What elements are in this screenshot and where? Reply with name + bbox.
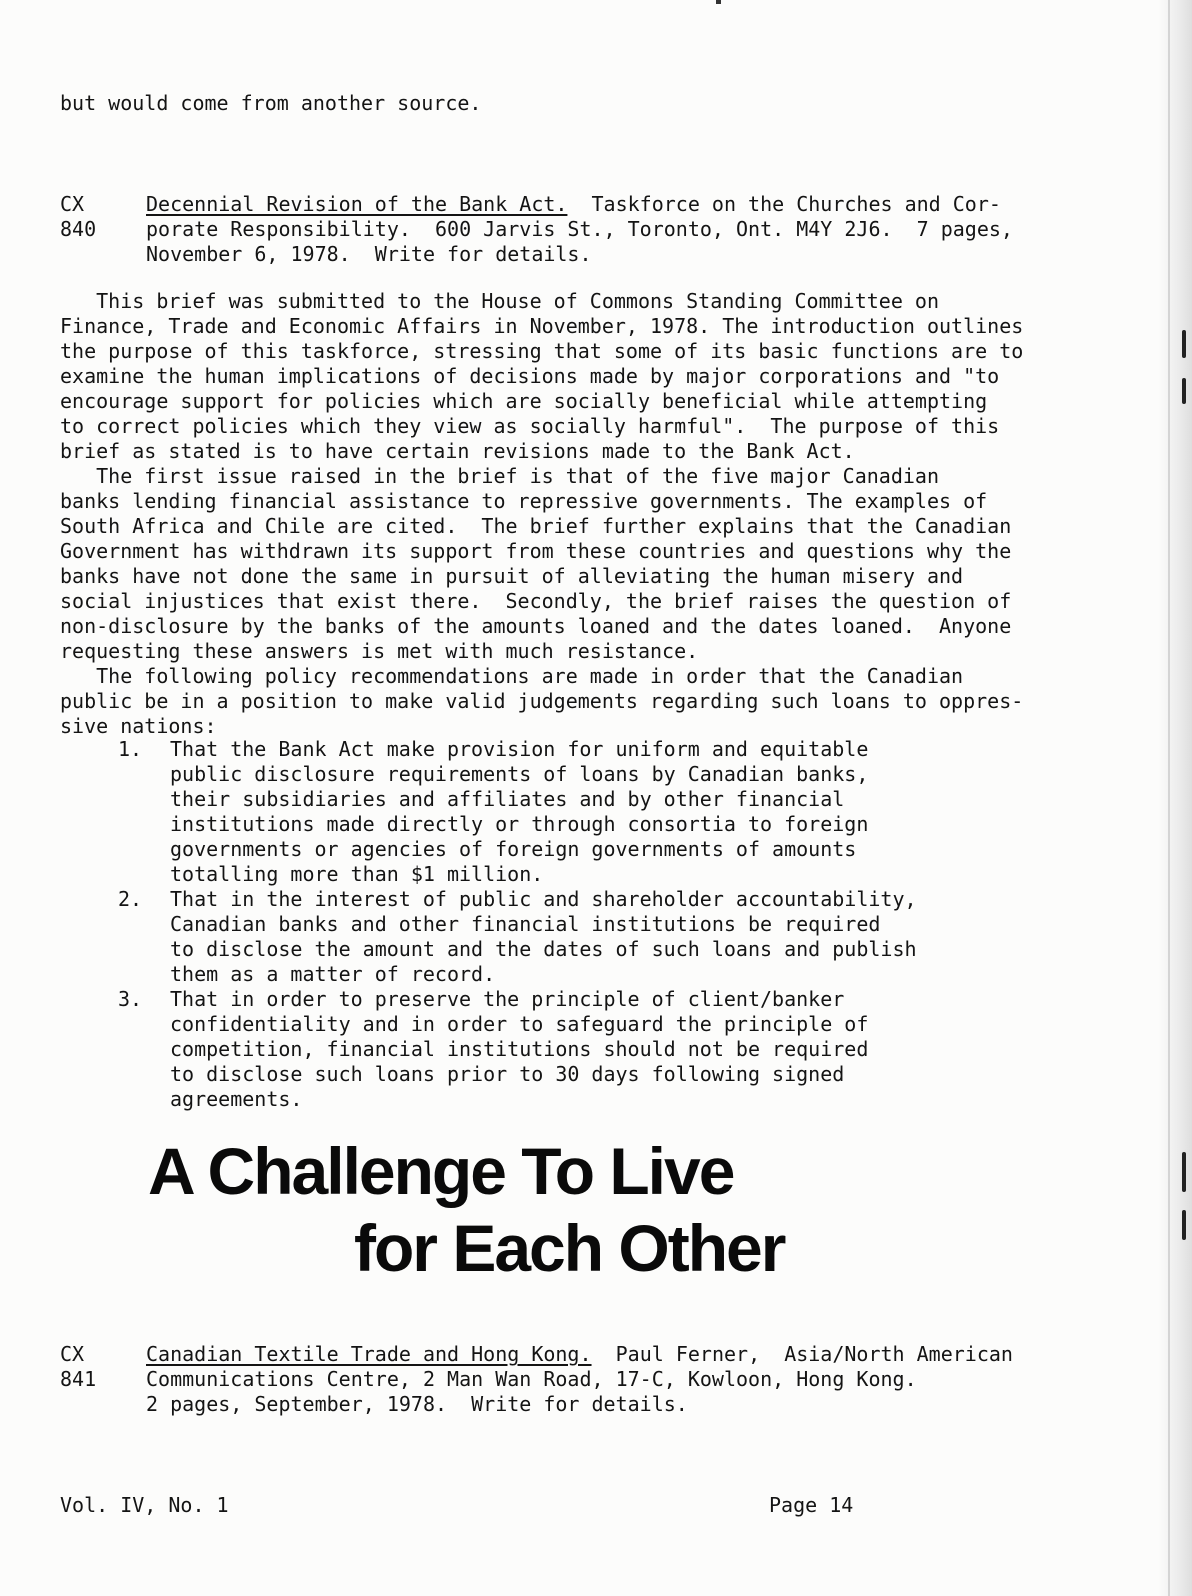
entry-title: Canadian Textile Trade and Hong Kong. — [146, 1342, 592, 1366]
list-item-text-line: public disclosure requirements of loans by Canadian banks, — [170, 762, 869, 786]
body-text-line: banks lending financial assistance to repressive governments. The examples of — [60, 489, 988, 513]
body-text-line: South Africa and Chile are cited. The brief further explains that the Canadian — [60, 514, 1012, 538]
body-text-line: This brief was submitted to the House of Commons Standing Committee on — [60, 289, 939, 313]
list-item-text-line: agreements. — [170, 1087, 303, 1111]
entry-citation-line: Communications Centre, 2 Man Wan Road, 17-C, Kowloon, Hong Kong. — [146, 1367, 917, 1391]
list-item-text-line: their subsidiaries and affiliates and by other financial — [170, 787, 845, 811]
entry-title: Decennial Revision of the Bank Act. — [146, 192, 568, 216]
list-item-text-line: to disclose the amount and the dates of such loans and publish — [170, 937, 917, 961]
entry-citation-text: Paul Ferner, Asia/North American — [591, 1342, 1013, 1366]
headline-line-2: for Each Other — [354, 1211, 785, 1285]
entry-citation-line: November 6, 1978. Write for details. — [146, 242, 592, 266]
list-item-text-line: governments or agencies of foreign governments of amounts — [170, 837, 857, 861]
entry-citation-line: porate Responsibility. 600 Jarvis St., Toronto, Ont. M4Y 2J6. 7 pages, — [146, 217, 1013, 241]
list-item-text-line: institutions made directly or through consortia to foreign — [170, 812, 869, 836]
footer-page-number: Page 14 — [769, 1493, 854, 1517]
body-text-line: The first issue raised in the brief is that of the five major Canadian — [60, 464, 939, 488]
entry-id-number: 841 — [60, 1367, 97, 1391]
body-text-line: the purpose of this taskforce, stressing that some of its basic functions are to — [60, 339, 1024, 363]
body-text-line: encourage support for policies which are socially beneficial while attempting — [60, 389, 988, 413]
binding-mark — [1182, 330, 1186, 358]
binding-mark — [1182, 378, 1186, 404]
body-text-line: non-disclosure by the banks of the amounts loaned and the dates loaned. Anyone — [60, 614, 1012, 638]
page-edge-shadow — [1158, 0, 1192, 1596]
body-text-line: requesting these answers is met with much resistance. — [60, 639, 699, 663]
page-edge-line — [1168, 0, 1170, 1596]
entry-id-prefix: CX — [60, 192, 85, 216]
body-text-line: The following policy recommendations are made in order that the Canadian — [60, 664, 964, 688]
list-item-number: 2. — [118, 887, 143, 911]
footer-volume: Vol. IV, No. 1 — [60, 1493, 229, 1517]
body-text-line: social injustices that exist there. Secondly, the brief raises the question of — [60, 589, 1012, 613]
list-item-text-line: Canadian banks and other financial institutions be required — [170, 912, 881, 936]
entry-841-citation — [146, 1342, 1013, 1367]
list-item-text-line: That in order to preserve the principle of client/banker — [170, 987, 845, 1011]
body-text-line: banks have not done the same in pursuit of alleviating the human misery and — [60, 564, 964, 588]
entry-citation-line: 2 pages, September, 1978. Write for details. — [146, 1392, 688, 1416]
body-text-line: examine the human implications of decisions made by major corporations and "to — [60, 364, 1000, 388]
list-item-text-line: confidentiality and in order to safeguard the principle of — [170, 1012, 869, 1036]
binding-mark — [1182, 1152, 1186, 1192]
entry-840-citation — [146, 192, 1001, 217]
list-item-text-line: competition, financial institutions should not be required — [170, 1037, 869, 1061]
entry-id-prefix: CX — [60, 1342, 85, 1366]
binding-mark — [1182, 1210, 1186, 1240]
entry-citation-text: Taskforce on the Churches and Cor- — [567, 192, 1001, 216]
body-text-line: to correct policies which they view as socially harmful". The purpose of this — [60, 414, 1000, 438]
body-text-line: public be in a position to make valid judgements regarding such loans to oppres- — [60, 689, 1024, 713]
entry-id-number: 840 — [60, 217, 97, 241]
list-item-text-line: That the Bank Act make provision for uniform and equitable — [170, 737, 869, 761]
headline-line-1: A Challenge To Live — [148, 1134, 734, 1208]
list-item-text-line: to disclose such loans prior to 30 days following signed — [170, 1062, 845, 1086]
body-text-line: Finance, Trade and Economic Affairs in November, 1978. The introduction outlines — [60, 314, 1024, 338]
list-item-text-line: totalling more than $1 million. — [170, 862, 544, 886]
body-text-line: sive nations: — [60, 714, 217, 738]
body-text-line: brief as stated is to have certain revisions made to the Bank Act. — [60, 439, 855, 463]
top-mark — [716, 0, 721, 4]
body-text-line: Government has withdrawn its support from these countries and questions why the — [60, 539, 1012, 563]
list-item-text-line: That in the interest of public and shareholder accountability, — [170, 887, 917, 911]
list-item-number: 3. — [118, 987, 143, 1011]
list-item-text-line: them as a matter of record. — [170, 962, 496, 986]
intro-line: but would come from another source. — [60, 91, 482, 115]
list-item-number: 1. — [118, 737, 143, 761]
